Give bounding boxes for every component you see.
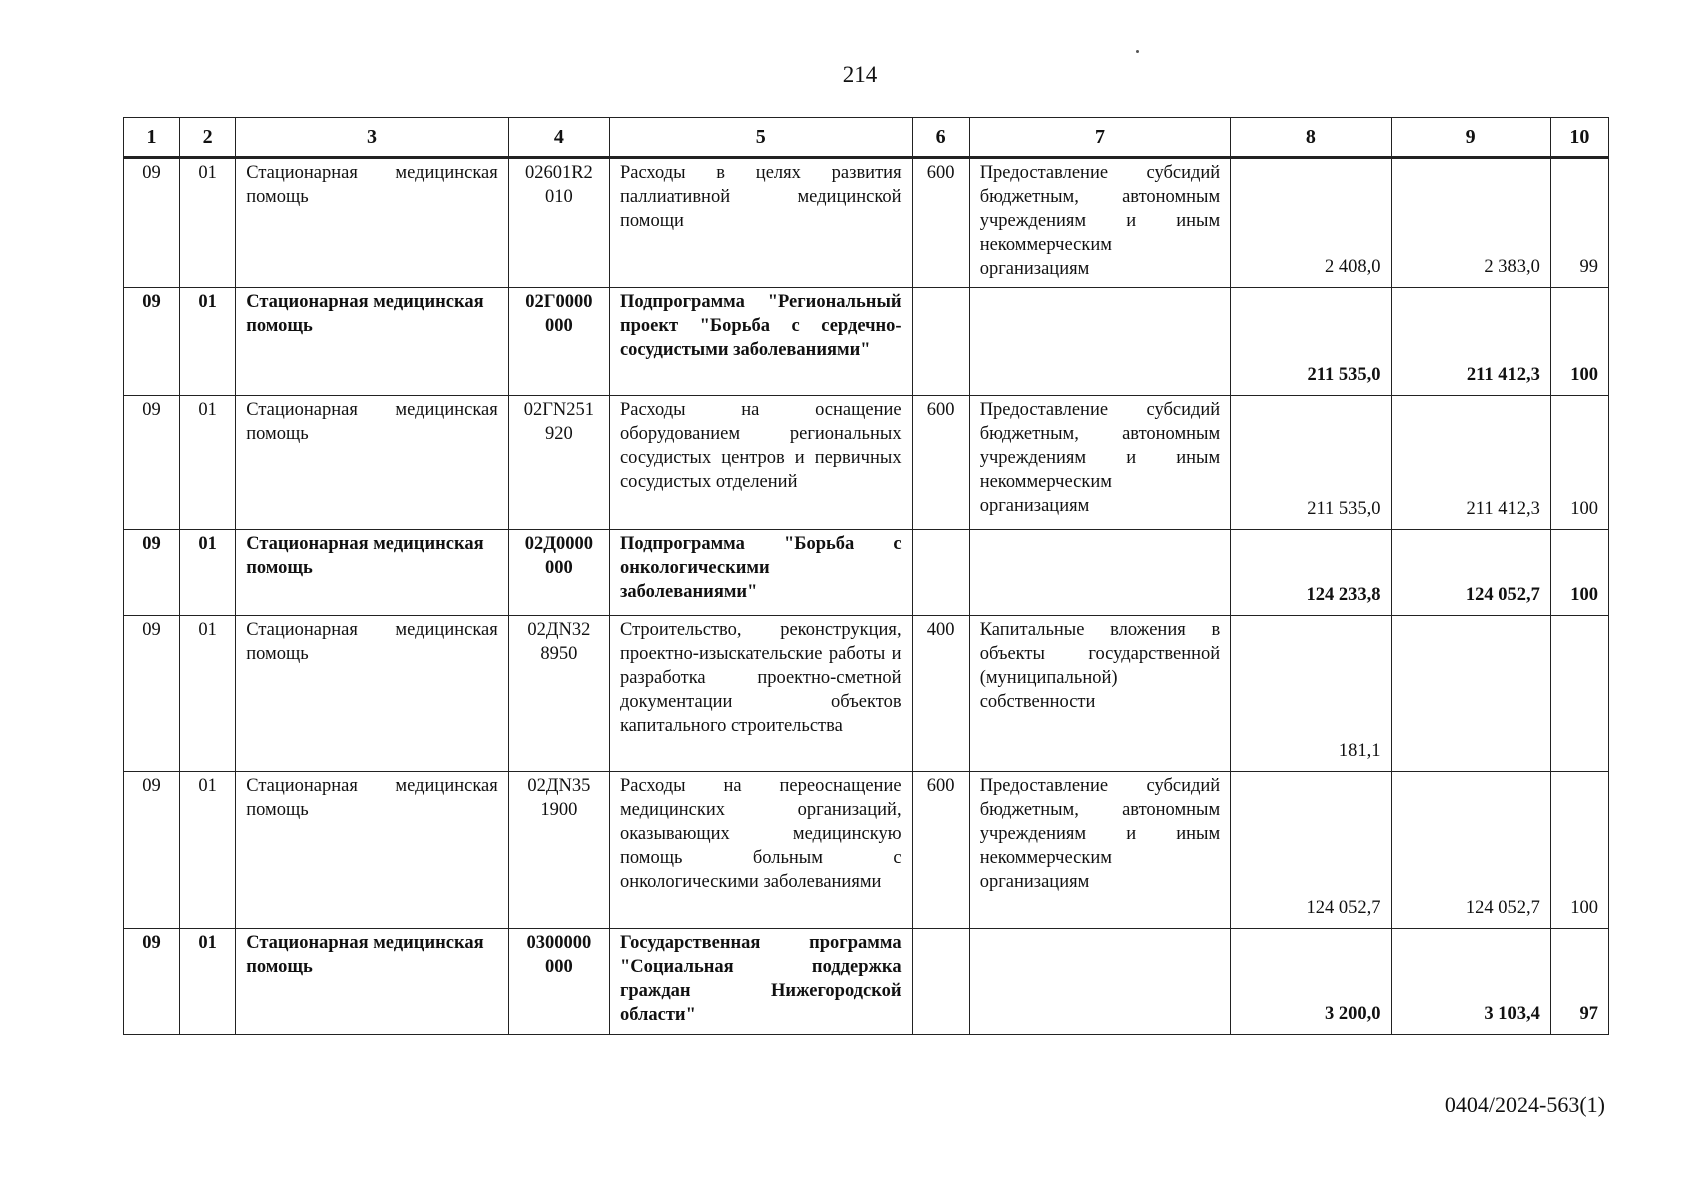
actual-amount: 211 412,3: [1391, 288, 1550, 396]
expense-type-name: Предоставление субсидий бюджетным, автономным учреждениям и иным некоммерческим организациям: [969, 396, 1231, 530]
target-article-code: 02601R2 010: [508, 158, 609, 288]
column-header: 9: [1391, 118, 1550, 158]
section-code: 09: [124, 772, 180, 929]
article-name: Подпрограмма "Региональный проект "Борьба с сердечно-сосудистыми заболеваниями": [609, 288, 912, 396]
subsection-code: 01: [180, 158, 236, 288]
section-code: 09: [124, 530, 180, 616]
article-name: Расходы в целях развития паллиативной медицинской помощи: [609, 158, 912, 288]
subsection-code: 01: [180, 616, 236, 772]
page-number: 214: [842, 62, 878, 87]
section-code: 09: [124, 929, 180, 1035]
column-header: 10: [1550, 118, 1608, 158]
planned-amount: 181,1: [1231, 616, 1391, 772]
section-name: Стационарная медицинская помощь: [236, 158, 509, 288]
target-article-code: 02ДN35 1900: [508, 772, 609, 929]
table-row: [124, 929, 1609, 1035]
section-code: 09: [124, 288, 180, 396]
expense-type-code: 600: [912, 772, 969, 929]
section-name: Стационарная медицинская помощь: [236, 530, 509, 616]
column-header: 6: [912, 118, 969, 158]
planned-amount: 3 200,0: [1231, 929, 1391, 1035]
table-row: [124, 158, 1609, 288]
actual-amount: 124 052,7: [1391, 772, 1550, 929]
document-id: 0404/2024-563(1): [1444, 1092, 1605, 1117]
article-name: Строительство, реконструкция, проектно-изыскательские работы и разработка проектно-сметной документации объектов капитального строительства: [609, 616, 912, 772]
target-article-code: 02ДN32 8950: [508, 616, 609, 772]
section-code: 09: [124, 616, 180, 772]
target-article-code: 02ГN251 920: [508, 396, 609, 530]
section-code: 09: [124, 396, 180, 530]
expense-type-name: [969, 929, 1231, 1035]
table-row: [124, 772, 1609, 929]
planned-amount: 211 535,0: [1231, 396, 1391, 530]
actual-amount: 211 412,3: [1391, 396, 1550, 530]
target-article-code: 02Д0000 000: [508, 530, 609, 616]
expense-type-name: Предоставление субсидий бюджетным, автономным учреждениям и иным некоммерческим организациям: [969, 158, 1231, 288]
planned-amount: 124 233,8: [1231, 530, 1391, 616]
subsection-code: 01: [180, 288, 236, 396]
section-name: Стационарная медицинская помощь: [236, 288, 509, 396]
target-article-code: 02Г0000 000: [508, 288, 609, 396]
expense-type-name: Предоставление субсидий бюджетным, автономным учреждениям и иным некоммерческим организациям: [969, 772, 1231, 929]
target-article-code: 0300000 000: [508, 929, 609, 1035]
execution-percent: 99: [1550, 158, 1608, 288]
column-header: 2: [180, 118, 236, 158]
expense-type-code: [912, 530, 969, 616]
execution-percent: 97: [1550, 929, 1608, 1035]
execution-percent: 100: [1550, 288, 1608, 396]
subsection-code: 01: [180, 530, 236, 616]
section-name: Стационарная медицинская помощь: [236, 929, 509, 1035]
column-header: 1: [124, 118, 180, 158]
actual-amount: 3 103,4: [1391, 929, 1550, 1035]
subsection-code: 01: [180, 396, 236, 530]
column-header: 5: [609, 118, 912, 158]
expense-type-code: [912, 288, 969, 396]
article-name: Расходы на оснащение оборудованием региональных сосудистых центров и первичных сосудистых отделений: [609, 396, 912, 530]
table-row: [124, 396, 1609, 530]
table-row: [124, 616, 1609, 772]
section-code: 09: [124, 158, 180, 288]
article-name: Расходы на переоснащение медицинских организаций, оказывающих медицинскую помощь больным с онкологическими заболеваниями: [609, 772, 912, 929]
column-header: 3: [236, 118, 509, 158]
expense-type-code: 600: [912, 396, 969, 530]
expense-type-name: Капитальные вложения в объекты государственной (муниципальной) собственности: [969, 616, 1231, 772]
table-row: [124, 530, 1609, 616]
execution-percent: 100: [1550, 396, 1608, 530]
column-header: 4: [508, 118, 609, 158]
actual-amount: [1391, 616, 1550, 772]
actual-amount: 124 052,7: [1391, 530, 1550, 616]
header-row: [124, 118, 1609, 158]
section-name: Стационарная медицинская помощь: [236, 616, 509, 772]
section-name: Стационарная медицинская помощь: [236, 772, 509, 929]
actual-amount: 2 383,0: [1391, 158, 1550, 288]
table-row: [124, 288, 1609, 396]
article-name: Подпрограмма "Борьба с онкологическими заболеваниями": [609, 530, 912, 616]
expense-type-code: 600: [912, 158, 969, 288]
column-header: 7: [969, 118, 1231, 158]
article-name: Государственная программа "Социальная поддержка граждан Нижегородской области": [609, 929, 912, 1035]
scan-speck: [1136, 50, 1139, 53]
planned-amount: 124 052,7: [1231, 772, 1391, 929]
execution-percent: [1550, 616, 1608, 772]
expense-type-code: [912, 929, 969, 1035]
execution-percent: 100: [1550, 530, 1608, 616]
expense-type-name: [969, 530, 1231, 616]
planned-amount: 2 408,0: [1231, 158, 1391, 288]
expense-type-code: 400: [912, 616, 969, 772]
column-header: 8: [1231, 118, 1391, 158]
section-name: Стационарная медицинская помощь: [236, 396, 509, 530]
expense-type-name: [969, 288, 1231, 396]
planned-amount: 211 535,0: [1231, 288, 1391, 396]
execution-percent: 100: [1550, 772, 1608, 929]
subsection-code: 01: [180, 929, 236, 1035]
subsection-code: 01: [180, 772, 236, 929]
budget-table: [123, 117, 1609, 1035]
